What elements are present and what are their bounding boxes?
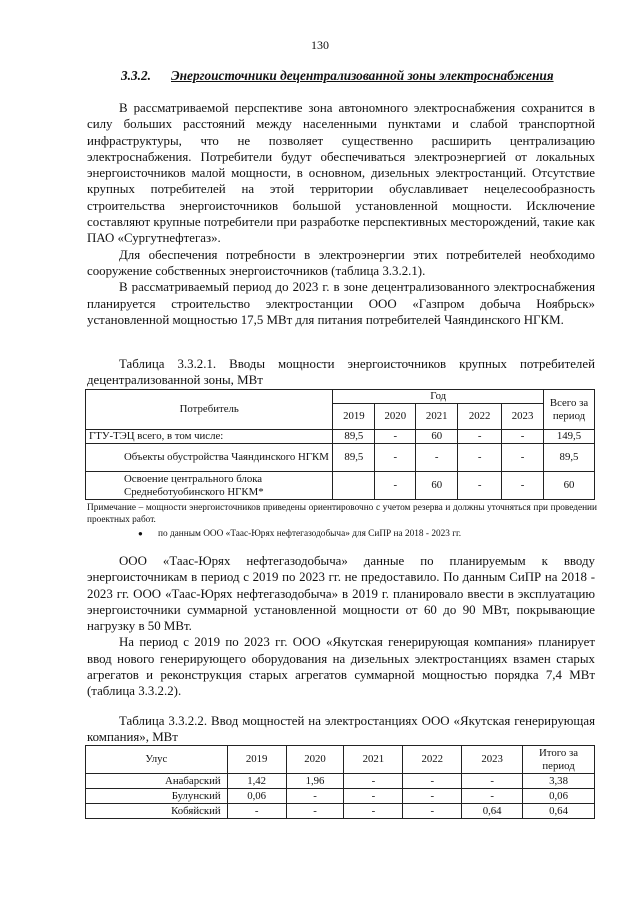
row-name: Кобяйский (86, 804, 228, 819)
cell: - (458, 472, 502, 500)
header-ulus: Улус (86, 746, 228, 774)
paragraph: В рассматриваемый период до 2023 г. в зоне децентрализованного электроснабжения планируется строительство электростанции ООО «Газпром добыча Ноябрьск» установленной мощностью 17,5 МВт для питания потребителей Чаяндинского НГКМ. (87, 280, 595, 327)
cell: - (403, 804, 462, 819)
cell: 60 (416, 430, 458, 444)
header-year: 2020 (286, 746, 344, 774)
cell (333, 472, 375, 500)
table1-caption: Таблица 3.3.2.1. Вводы мощности энергоисточников крупных потребителей децентрализованной зоны, МВт (87, 357, 595, 387)
header-year: 2019 (333, 404, 375, 430)
cell-total: 0,64 (523, 804, 595, 819)
table-row (86, 774, 595, 789)
row-name: Освоение центрального блока Среднеботуобинского НГКМ* (86, 472, 333, 500)
paragraph: Для обеспечения потребности в электроэнергии этих потребителей необходимо сооружение собственных энергоисточников (таблица 3.3.2.1). (87, 247, 595, 278)
cell: 89,5 (333, 444, 375, 472)
header-year: 2021 (416, 404, 458, 430)
header-total: Всего за период (544, 390, 595, 430)
cell: 0,06 (227, 789, 286, 804)
bullet-icon: ● (138, 529, 143, 538)
section-number: 3.3.2. (121, 68, 151, 83)
cell: - (375, 430, 416, 444)
cell: - (403, 789, 462, 804)
header-total: Итого за период (523, 746, 595, 774)
cell: - (502, 430, 544, 444)
cell: - (227, 804, 286, 819)
intro-text (87, 100, 595, 328)
cell: - (416, 444, 458, 472)
cell-total: 60 (544, 472, 595, 500)
cell-total: 3,38 (523, 774, 595, 789)
table-row (86, 804, 595, 819)
cell: 60 (416, 472, 458, 500)
footnote-text: по данным ООО «Таас-Юрях нефтегазодобыча» для СиПР на 2018 - 2023 гг. (158, 529, 462, 539)
table-row (86, 472, 595, 500)
header-year-group: Год (333, 390, 544, 404)
cell: - (458, 444, 502, 472)
header-year: 2022 (403, 746, 462, 774)
row-name: Булунский (86, 789, 228, 804)
cell: - (462, 774, 523, 789)
table-power-inputs (85, 389, 595, 500)
cell: - (462, 789, 523, 804)
table-row (86, 444, 595, 472)
header-year: 2023 (462, 746, 523, 774)
cell: 0,64 (462, 804, 523, 819)
table-row (86, 789, 595, 804)
header-year: 2023 (502, 404, 544, 430)
paragraph: В рассматриваемой перспективе зона автономного электроснабжения сохранится в силу больших расстояний между населенными пунктами и слабой транспортной инфраструктуры, что не позволяет существенно расширить централизацию электроснабжения. Потребители будут обеспечиваться электроэнергией от локальных энергоисточников малой мощности, в основном, дизельных электростанций. Отсутствие крупных потребителей на этой территории обуславливает нецелесообразность строительства энергоисточников большой установленной мощности. Исключение составляют крупные потребители при разработке перспективных месторождений, такие как ПАО «Сургутнефтегаз». (87, 101, 595, 246)
cell-total: 0,06 (523, 789, 595, 804)
cell: - (375, 444, 416, 472)
cell: - (286, 804, 344, 819)
table1-note: Примечание – мощности энергоисточников приведены ориентировочно с учетом резерва и должны уточняться при проведении проектных работ. (87, 503, 597, 525)
cell: - (502, 444, 544, 472)
paragraph: На период с 2019 по 2023 гг. ООО «Якутская генерирующая компания» планирует ввод нового генерирующего оборудования на дизельных электростанциях взамен старых агрегатов и реконструкция старых агрегатов суммарной мощностью порядка 7,4 МВт (таблица 3.3.2.2). (87, 635, 595, 699)
row-name: Анабарский (86, 774, 228, 789)
header-year: 2020 (375, 404, 416, 430)
cell: - (458, 430, 502, 444)
paragraph: ООО «Таас-Юрях нефтегазодобыча» данные по планируемым к вводу энергоисточникам в период с 2019 по 2023 гг. не предоставило. По данным СиПР на 2018 - 2023 гг. ООО «Таас-Юрях нефтегазодобыча» в 2019 г. планировало ввести в эксплуатацию энергоисточники суммарной установленной мощности от 60 до 90 МВт, покрывающие нагрузку в 50 МВт. (87, 554, 595, 634)
cell: 89,5 (333, 430, 375, 444)
table2-caption: Таблица 3.3.2.2. Ввод мощностей на электростанциях ООО «Якутская генерирующая компания», МВт (87, 714, 595, 744)
table1-footnote (138, 528, 461, 540)
row-name: ГТУ-ТЭЦ всего, в том числе: (86, 430, 333, 444)
page-number: 130 (311, 38, 329, 52)
header-year: 2019 (227, 746, 286, 774)
row-name: Объекты обустройства Чаяндинского НГКМ (86, 444, 333, 472)
header-year: 2021 (344, 746, 403, 774)
cell-total: 149,5 (544, 430, 595, 444)
cell: - (344, 789, 403, 804)
cell: 1,42 (227, 774, 286, 789)
cell-total: 89,5 (544, 444, 595, 472)
cell: - (375, 472, 416, 500)
cell: - (286, 789, 344, 804)
cell: - (502, 472, 544, 500)
cell: 1,96 (286, 774, 344, 789)
section-title: Энергоисточники децентрализованной зоны электроснабжения (171, 68, 554, 83)
cell: - (344, 774, 403, 789)
header-consumer: Потребитель (86, 390, 333, 430)
cell: - (344, 804, 403, 819)
table-row (86, 430, 595, 444)
middle-text (87, 553, 595, 700)
cell: - (403, 774, 462, 789)
section-heading (121, 68, 591, 84)
header-year: 2022 (458, 404, 502, 430)
table-yakutsk-inputs (85, 745, 595, 819)
